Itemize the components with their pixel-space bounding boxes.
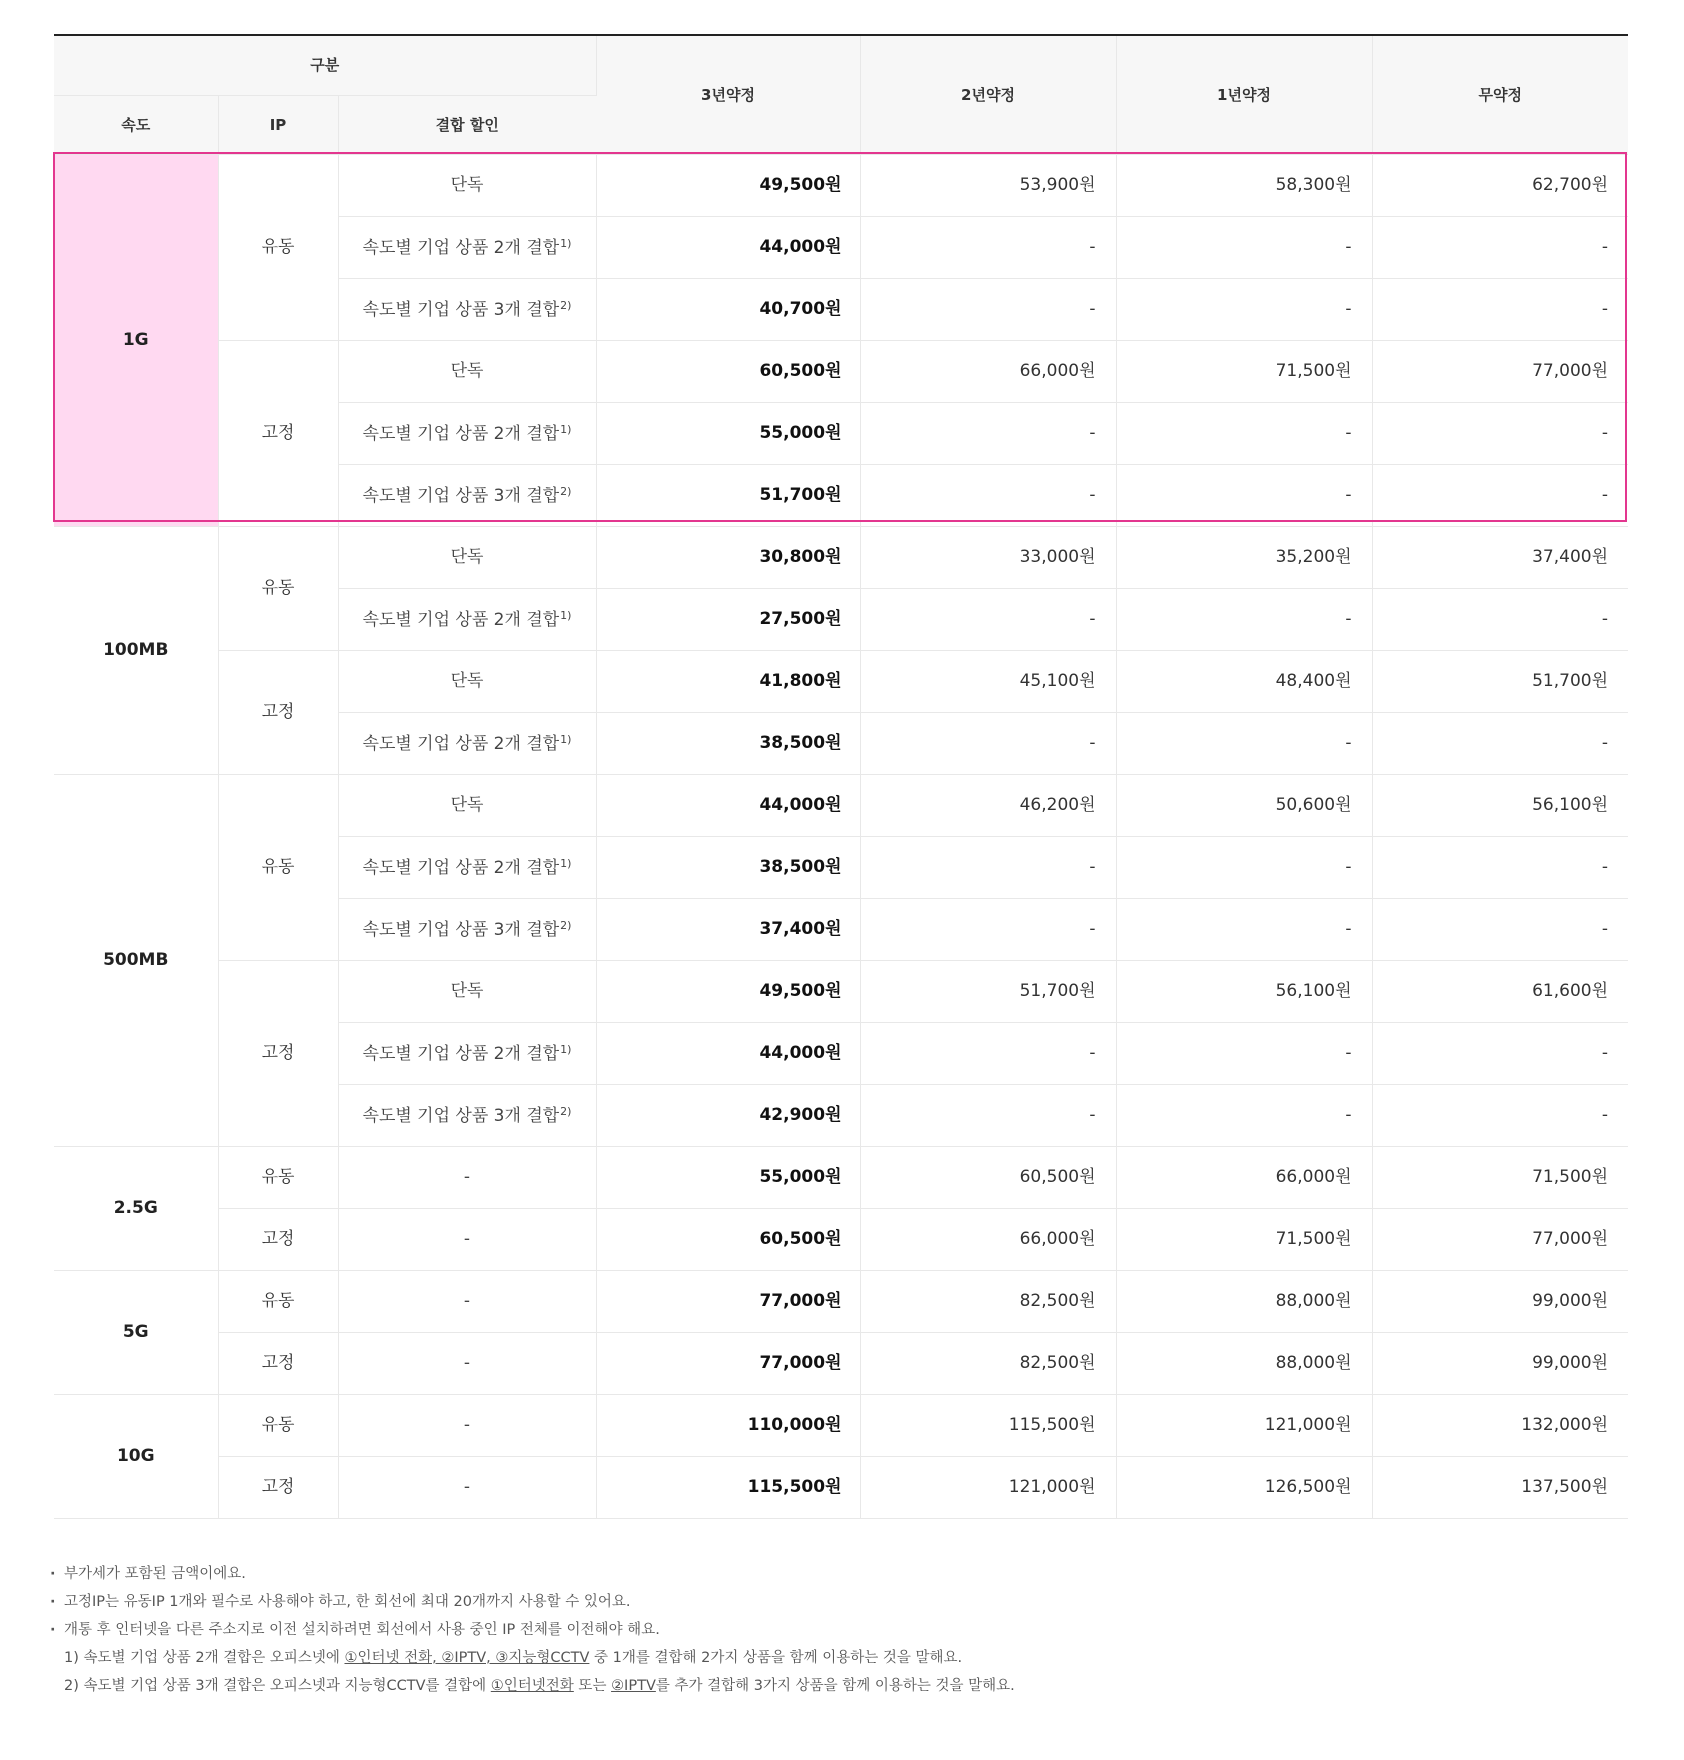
price-1yr: - — [1116, 465, 1372, 527]
price-2yr: 115,500원 — [860, 1395, 1116, 1457]
footnote-ref: 1) — [560, 609, 572, 622]
price-1yr: 58,300원 — [1116, 155, 1372, 217]
price-2yr: - — [860, 899, 1116, 961]
header-2yr: 2년약정 — [860, 35, 1116, 155]
footnote-ref: 1) — [560, 1043, 572, 1056]
combo-cell — [338, 403, 596, 465]
price-no-contract: - — [1372, 837, 1628, 899]
price-2yr: 60,500원 — [860, 1147, 1116, 1209]
table-row — [54, 341, 1628, 403]
combo-text: 속도별 기업 상품 3개 결합 — [362, 300, 560, 320]
notes-section — [50, 1560, 1610, 1700]
combo-cell: 단독 — [338, 775, 596, 837]
price-3yr: 51,700원 — [596, 465, 860, 527]
price-1yr: 66,000원 — [1116, 1147, 1372, 1209]
price-1yr: 71,500원 — [1116, 341, 1372, 403]
combo-cell: - — [338, 1271, 596, 1333]
table-row — [54, 961, 1628, 1023]
price-no-contract: 99,000원 — [1372, 1271, 1628, 1333]
combo-text: 속도별 기업 상품 3개 결합 — [362, 1106, 560, 1126]
combo-text: 속도별 기업 상품 2개 결합 — [362, 238, 560, 258]
footnote-2-text-end: 를 추가 결합해 3가지 상품을 함께 이용하는 것을 말해요. — [655, 1678, 1015, 1694]
price-no-contract: - — [1372, 1023, 1628, 1085]
combo-cell: 단독 — [338, 527, 596, 589]
price-2yr: - — [860, 837, 1116, 899]
price-2yr: 51,700원 — [860, 961, 1116, 1023]
price-3yr: 77,000원 — [596, 1271, 860, 1333]
price-2yr: 46,200원 — [860, 775, 1116, 837]
price-1yr: - — [1116, 713, 1372, 775]
header-1yr: 1년약정 — [1116, 35, 1372, 155]
note-static-ip: · 고정IP는 유동IP 1개와 필수로 사용해야 하고, 한 회선에 최대 20개까지 사용할 수 있어요. — [50, 1588, 1610, 1616]
combo-cell — [338, 279, 596, 341]
speed-cell: 2.5G — [54, 1147, 218, 1271]
ip-cell: 유동 — [218, 1271, 338, 1333]
price-1yr: - — [1116, 1023, 1372, 1085]
footnote-ref: 1) — [560, 423, 572, 436]
ip-cell: 고정 — [218, 1333, 338, 1395]
ip-cell: 고정 — [218, 961, 338, 1147]
price-3yr: 77,000원 — [596, 1333, 860, 1395]
footnote-ref: 2) — [560, 299, 572, 312]
combo-text: 속도별 기업 상품 2개 결합 — [362, 610, 560, 630]
price-2yr: 66,000원 — [860, 341, 1116, 403]
table-row — [54, 527, 1628, 589]
price-2yr: - — [860, 217, 1116, 279]
header-group: 구분 — [54, 35, 596, 96]
price-2yr: - — [860, 589, 1116, 651]
price-no-contract: 62,700원 — [1372, 155, 1628, 217]
price-3yr: 42,900원 — [596, 1085, 860, 1147]
price-table-section — [54, 34, 1628, 1519]
price-3yr: 37,400원 — [596, 899, 860, 961]
footnote-1-text-end: 중 1개를 결합해 2가지 상품을 함께 이용하는 것을 말해요. — [589, 1650, 963, 1666]
price-no-contract: - — [1372, 217, 1628, 279]
speed-cell: 10G — [54, 1395, 218, 1519]
price-3yr: 55,000원 — [596, 1147, 860, 1209]
header-speed: 속도 — [54, 96, 218, 155]
price-1yr: 121,000원 — [1116, 1395, 1372, 1457]
price-1yr: 48,400원 — [1116, 651, 1372, 713]
price-3yr: 44,000원 — [596, 1023, 860, 1085]
combo-cell — [338, 1085, 596, 1147]
price-no-contract: 99,000원 — [1372, 1333, 1628, 1395]
price-3yr: 30,800원 — [596, 527, 860, 589]
price-3yr: 44,000원 — [596, 775, 860, 837]
ip-cell: 고정 — [218, 651, 338, 775]
combo-cell — [338, 899, 596, 961]
price-1yr: - — [1116, 899, 1372, 961]
price-no-contract: - — [1372, 403, 1628, 465]
ip-cell: 유동 — [218, 1395, 338, 1457]
footnote-2-text-mid: 또는 — [573, 1678, 612, 1694]
footnote-1-products-link[interactable]: ①인터넷 전화, ②IPTV, ③지능형CCTV — [344, 1650, 590, 1666]
combo-cell: - — [338, 1395, 596, 1457]
price-3yr: 60,500원 — [596, 1209, 860, 1271]
price-no-contract: 61,600원 — [1372, 961, 1628, 1023]
price-no-contract: - — [1372, 465, 1628, 527]
price-no-contract: 77,000원 — [1372, 341, 1628, 403]
table-row — [54, 1147, 1628, 1209]
price-3yr: 44,000원 — [596, 217, 860, 279]
price-3yr: 40,700원 — [596, 279, 860, 341]
speed-cell: 100MB — [54, 527, 218, 775]
price-1yr: - — [1116, 279, 1372, 341]
price-3yr: 41,800원 — [596, 651, 860, 713]
footnote-1 — [50, 1644, 1610, 1672]
price-2yr: - — [860, 403, 1116, 465]
price-1yr: - — [1116, 403, 1372, 465]
price-3yr: 55,000원 — [596, 403, 860, 465]
combo-cell: - — [338, 1333, 596, 1395]
combo-text: 속도별 기업 상품 3개 결합 — [362, 920, 560, 940]
combo-cell: 단독 — [338, 155, 596, 217]
footnote-ref: 1) — [560, 237, 572, 250]
footnote-ref: 2) — [560, 919, 572, 932]
table-row — [54, 775, 1628, 837]
price-1yr: 35,200원 — [1116, 527, 1372, 589]
combo-cell: - — [338, 1457, 596, 1519]
header-3yr: 3년약정 — [596, 35, 860, 155]
table-row — [54, 1457, 1628, 1519]
price-no-contract: 37,400원 — [1372, 527, 1628, 589]
ip-cell: 유동 — [218, 775, 338, 961]
price-1yr: 56,100원 — [1116, 961, 1372, 1023]
price-no-contract: - — [1372, 899, 1628, 961]
ip-cell: 고정 — [218, 341, 338, 527]
price-no-contract: 132,000원 — [1372, 1395, 1628, 1457]
header-ip: IP — [218, 96, 338, 155]
price-3yr: 110,000원 — [596, 1395, 860, 1457]
price-no-contract: 51,700원 — [1372, 651, 1628, 713]
price-2yr: 53,900원 — [860, 155, 1116, 217]
ip-cell: 고정 — [218, 1457, 338, 1519]
table-row — [54, 1209, 1628, 1271]
price-2yr: 66,000원 — [860, 1209, 1116, 1271]
price-no-contract: 71,500원 — [1372, 1147, 1628, 1209]
table-body — [54, 155, 1628, 1519]
price-1yr: - — [1116, 1085, 1372, 1147]
combo-cell — [338, 465, 596, 527]
price-1yr: 126,500원 — [1116, 1457, 1372, 1519]
price-2yr: 82,500원 — [860, 1333, 1116, 1395]
price-2yr: - — [860, 279, 1116, 341]
combo-cell: 단독 — [338, 961, 596, 1023]
speed-cell: 500MB — [54, 775, 218, 1147]
price-1yr: 88,000원 — [1116, 1271, 1372, 1333]
footnote-1-text: 1) 속도별 기업 상품 2개 결합은 오피스넷에 — [64, 1650, 345, 1666]
combo-cell: 단독 — [338, 651, 596, 713]
price-2yr: 121,000원 — [860, 1457, 1116, 1519]
combo-text: 속도별 기업 상품 2개 결합 — [362, 858, 560, 878]
combo-cell — [338, 217, 596, 279]
ip-cell: 고정 — [218, 1209, 338, 1271]
price-3yr: 49,500원 — [596, 155, 860, 217]
price-3yr: 60,500원 — [596, 341, 860, 403]
price-3yr: 49,500원 — [596, 961, 860, 1023]
price-no-contract: 137,500원 — [1372, 1457, 1628, 1519]
price-3yr: 27,500원 — [596, 589, 860, 651]
speed-cell: 5G — [54, 1271, 218, 1395]
price-2yr: 33,000원 — [860, 527, 1116, 589]
combo-cell — [338, 713, 596, 775]
combo-text: 속도별 기업 상품 2개 결합 — [362, 1044, 560, 1064]
price-1yr: 50,600원 — [1116, 775, 1372, 837]
header-combo: 결합 할인 — [338, 96, 596, 155]
price-1yr: - — [1116, 837, 1372, 899]
price-2yr: - — [860, 1023, 1116, 1085]
combo-text: 속도별 기업 상품 2개 결합 — [362, 734, 560, 754]
footnote-2-iptv-link[interactable]: ②IPTV — [611, 1678, 656, 1694]
speed-cell: 1G — [54, 155, 218, 527]
price-no-contract: - — [1372, 1085, 1628, 1147]
price-2yr: 45,100원 — [860, 651, 1116, 713]
ip-cell: 유동 — [218, 1147, 338, 1209]
price-3yr: 38,500원 — [596, 837, 860, 899]
ip-cell: 유동 — [218, 155, 338, 341]
price-2yr: - — [860, 1085, 1116, 1147]
price-no-contract: - — [1372, 589, 1628, 651]
ip-cell: 유동 — [218, 527, 338, 651]
footnote-ref: 2) — [560, 485, 572, 498]
combo-cell — [338, 589, 596, 651]
footnote-ref: 1) — [560, 733, 572, 746]
footnote-ref: 2) — [560, 1105, 572, 1118]
price-1yr: 71,500원 — [1116, 1209, 1372, 1271]
price-3yr: 115,500원 — [596, 1457, 860, 1519]
combo-cell — [338, 837, 596, 899]
note-vat: · 부가세가 포함된 금액이에요. — [50, 1560, 1610, 1588]
combo-cell — [338, 1023, 596, 1085]
price-2yr: - — [860, 713, 1116, 775]
header-no-contract: 무약정 — [1372, 35, 1628, 155]
price-1yr: - — [1116, 589, 1372, 651]
footnote-2-text: 2) 속도별 기업 상품 3개 결합은 오피스넷과 지능형CCTV를 결합에 — [64, 1678, 491, 1694]
price-no-contract: 77,000원 — [1372, 1209, 1628, 1271]
combo-text: 속도별 기업 상품 2개 결합 — [362, 424, 560, 444]
table-row — [54, 155, 1628, 217]
price-no-contract: 56,100원 — [1372, 775, 1628, 837]
price-3yr: 38,500원 — [596, 713, 860, 775]
footnote-2-phone-link[interactable]: ①인터넷전화 — [490, 1678, 574, 1694]
note-relocation: · 개통 후 인터넷을 다른 주소지로 이전 설치하려면 회선에서 사용 중인 IP 전체를 이전해야 해요. — [50, 1616, 1610, 1644]
price-no-contract: - — [1372, 279, 1628, 341]
table-header — [54, 35, 1628, 155]
footnote-2 — [50, 1672, 1610, 1700]
combo-cell: - — [338, 1209, 596, 1271]
price-2yr: - — [860, 465, 1116, 527]
price-1yr: 88,000원 — [1116, 1333, 1372, 1395]
combo-cell: - — [338, 1147, 596, 1209]
combo-text: 속도별 기업 상품 3개 결합 — [362, 486, 560, 506]
footnote-ref: 1) — [560, 857, 572, 870]
table-row — [54, 1271, 1628, 1333]
price-no-contract: - — [1372, 713, 1628, 775]
combo-cell: 단독 — [338, 341, 596, 403]
price-2yr: 82,500원 — [860, 1271, 1116, 1333]
table-row — [54, 1395, 1628, 1457]
price-table — [54, 34, 1628, 1519]
table-row — [54, 1333, 1628, 1395]
table-row — [54, 651, 1628, 713]
price-1yr: - — [1116, 217, 1372, 279]
